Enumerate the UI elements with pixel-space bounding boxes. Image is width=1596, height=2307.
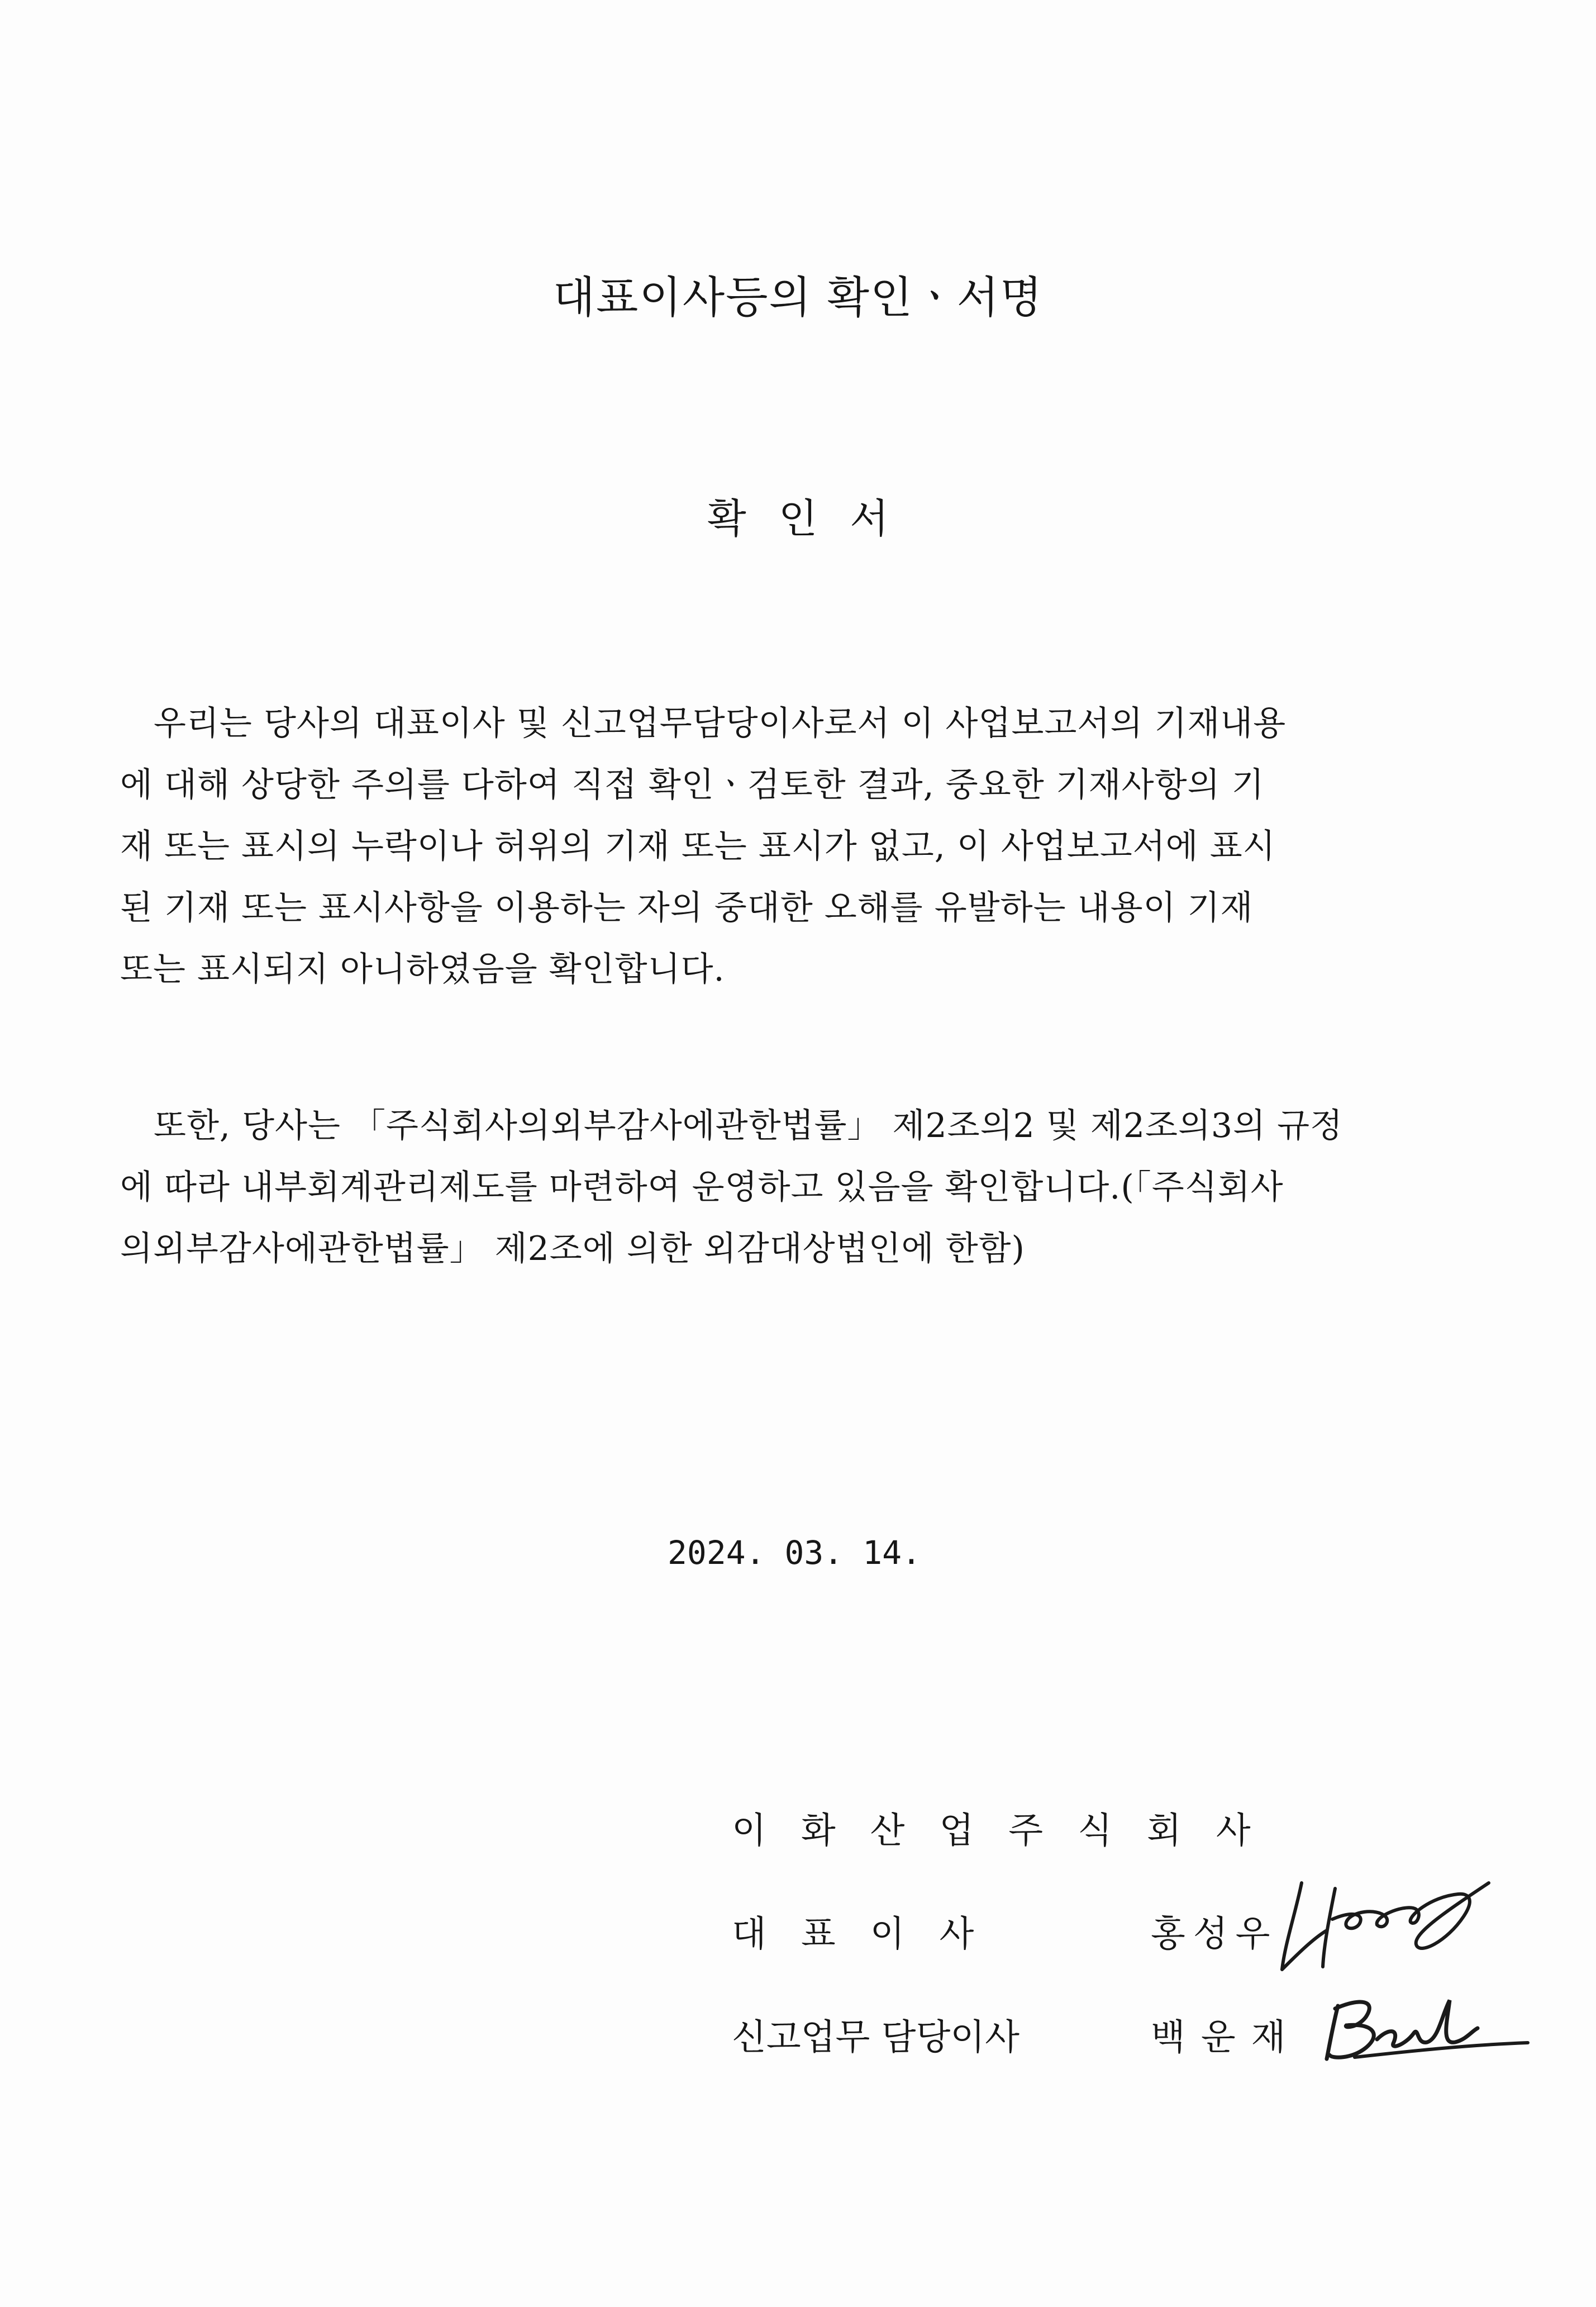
paragraph-line: 재 또는 표시의 누락이나 허위의 기재 또는 표시가 없고, 이 사업보고서에 표시	[120, 827, 1276, 866]
document-title: 대표이사등의 확인ㆍ서명	[552, 273, 1044, 323]
paragraph-line: 에 대해 상당한 주의를 다하여 직접 확인ㆍ검토한 결과, 중요한 기재사항의 기	[120, 765, 1265, 805]
ceo-name: 홍성우	[1151, 1914, 1278, 1955]
document-date: 2024. 03. 14.	[668, 1534, 921, 1572]
paragraph-line: 의외부감사에관한법률」 제2조에 의한 외감대상법인에 한함)	[120, 1229, 1025, 1268]
ceo-signature-image	[1279, 1877, 1503, 1978]
paragraph-line: 에 따라 내부회계관리제도를 마련하여 운영하고 있음을 확인합니다.(「주식회사	[120, 1168, 1284, 1207]
officer-name: 백운재	[1151, 2017, 1302, 2058]
paragraph-line: 또는 표시되지 아니하였음을 확인합니다.	[120, 950, 725, 989]
paragraph-line: 된 기재 또는 표시사항을 이용하는 자의 중대한 오해를 유발하는 내용이 기재	[120, 888, 1254, 927]
company-name: 이화산업주식회사	[732, 1810, 1285, 1852]
officer-signature-image	[1321, 1989, 1533, 2067]
paragraph-line: 또한, 당사는 「주식회사의외부감사에관한법률」 제2조의2 및 제2조의3의 규정	[154, 1106, 1344, 1145]
document-subtitle: 확인서	[707, 495, 921, 542]
officer-title: 신고업무 담당이사	[732, 2017, 1019, 2058]
ceo-title: 대표이사	[732, 1914, 1009, 1955]
paragraph-line: 우리는 당사의 대표이사 및 신고업무담당이사로서 이 사업보고서의 기재내용	[154, 704, 1287, 743]
